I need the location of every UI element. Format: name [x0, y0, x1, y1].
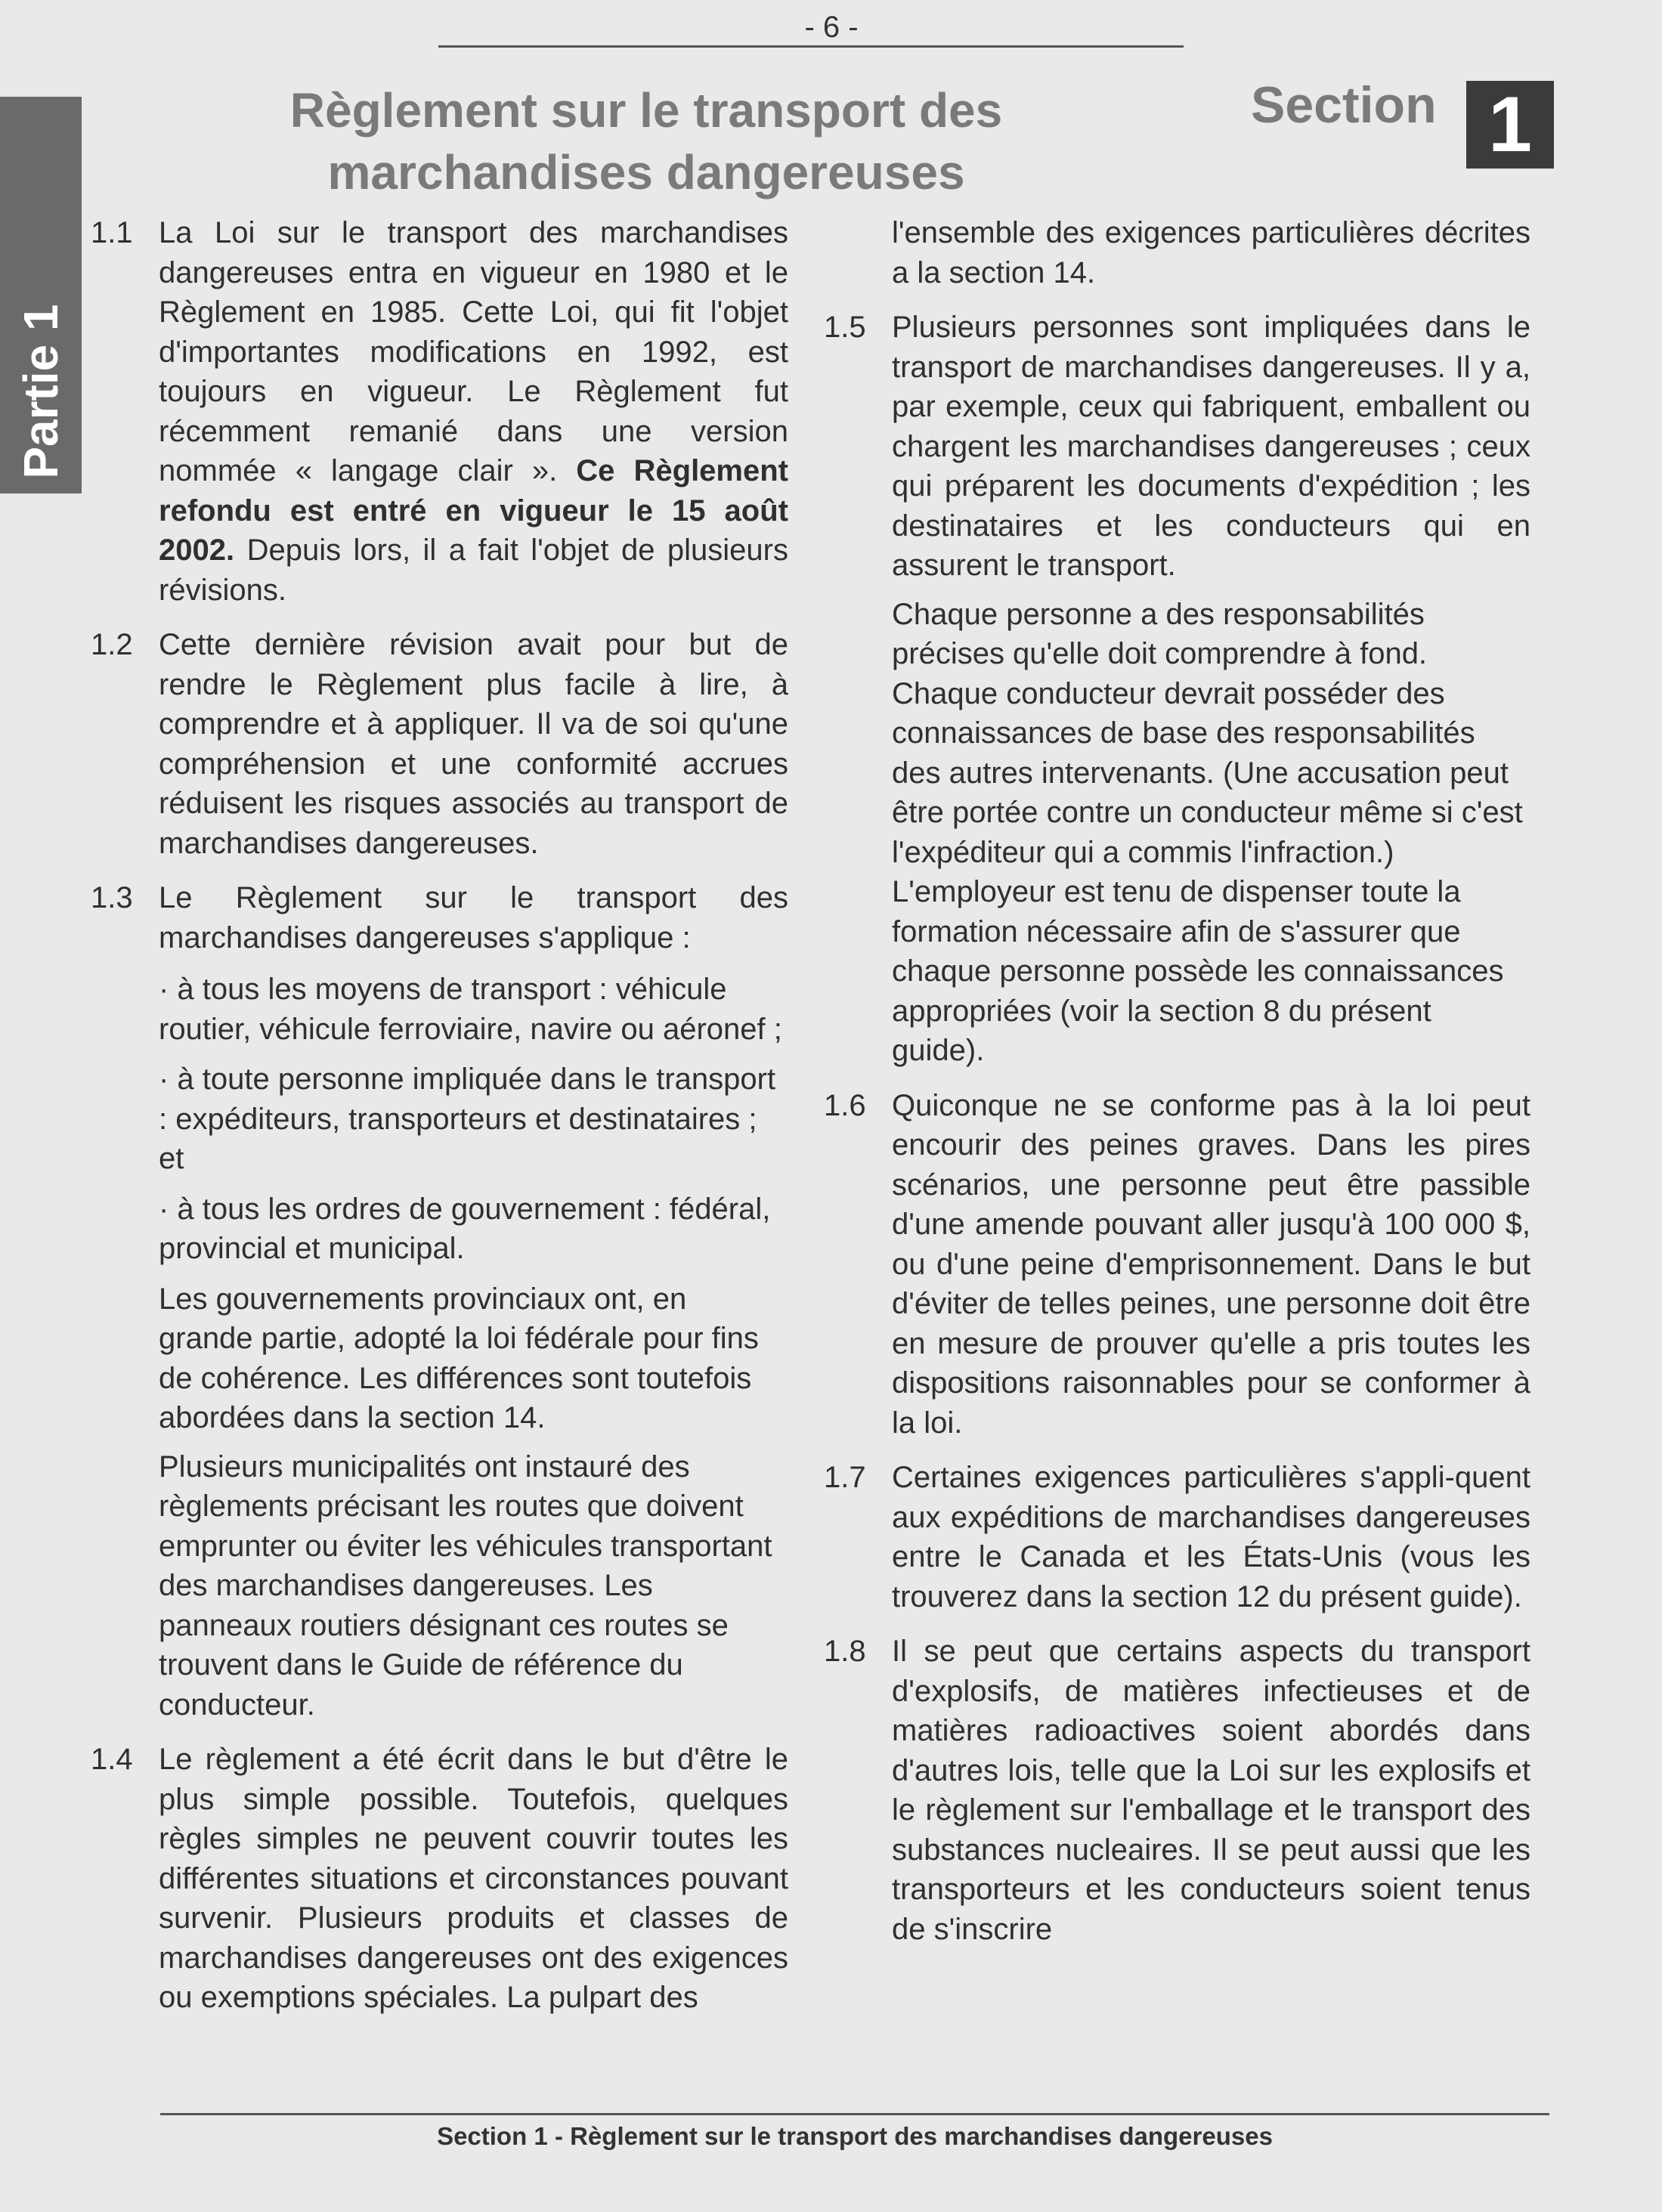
paragraph-text: Les gouvernements provinciaux ont, en grande partie, adopté la loi fédérale pour fins de cohérence. Les différences sont toutefois abordées dans la section 14. — [159, 1282, 759, 1434]
page-title-line2: marchandises dangereuses — [327, 145, 965, 200]
page-title-line1: Règlement sur le transport des — [289, 83, 1003, 138]
paragraph-number: 1.2 — [91, 628, 133, 661]
paragraph-text: Cette dernière révision avait pour but de rendre le Règlement plus facile à lire, à comprendre et à appliquer. Il va de soi qu'une compréhension et une conformité accrues réduisent les risques associés au transport de marchandises dangereuses. — [159, 628, 788, 860]
paragraph-bold-text: Ce Règlement refondu est entré en vigueur le 15 août 2002. — [159, 454, 788, 567]
paragraph-1-1 — [91, 213, 788, 610]
right-column — [824, 213, 1530, 1964]
paragraph-1-3 — [91, 878, 788, 958]
paragraph-1-4-continuation: l'ensemble des exigences particulières décrites a la section 14. — [892, 216, 1530, 289]
paragraph-text: La Loi sur le transport des marchandises dangereuses entra en vigueur en 1980 et le Règlement en 1985. Cette Loi, qui fit l'objet d'importantes modifications en 1992, est toujours en vigueur. Le Règlement fut récemment remanié dans une version nommée « langage clair ». — [159, 216, 788, 487]
paragraph-1-2 — [91, 625, 788, 863]
paragraph-text: Depuis lors, il a fait l'objet de plusieurs révisions. — [159, 534, 788, 607]
page-footer: Section 1 - Règlement sur le transport des marchandises dangereuses — [437, 2122, 1273, 2150]
paragraph-number: 1.3 — [91, 881, 133, 914]
bottom-rule — [160, 2113, 1549, 2115]
bullet-item: · à tous les ordres de gouvernement : fédéral, provincial et municipal. — [159, 1192, 771, 1265]
page-number: - 6 - — [804, 11, 859, 44]
paragraph-1-8 — [824, 1632, 1530, 1949]
paragraph-number: 1.8 — [824, 1635, 866, 1668]
paragraph-number: 1.7 — [824, 1461, 866, 1494]
paragraph-text: Chaque personne a des responsabilités précises qu'elle doit comprendre à fond. Chaque conducteur devrait posséder des connaissances de base des responsabilités des autres intervenants. (Une accusation peut être portée contre un conducteur même si c'est l'expéditeur qui a commis l'infraction.) L'employeur est tenu de dispenser toute la formation nécessaire afin de s'assurer que chaque personne possède les connaissances appropriées (voir la section 8 du présent guide). — [892, 597, 1523, 1067]
top-rule — [438, 45, 1184, 48]
bullet-item: · à toute personne impliquée dans le transport : expéditeurs, transporteurs et destinataires ; et — [159, 1063, 776, 1175]
paragraph-text: Le Règlement sur le transport des marchandises dangereuses s'applique : — [159, 881, 788, 954]
paragraph-text: Certaines exigences particulières s'appli-quent aux expéditions de marchandises dangereuses entre le Canada et les États-Unis (vous les trouverez dans la section 12 du présent guide). — [892, 1461, 1530, 1613]
paragraph-text: Plusieurs municipalités ont instauré des règlements précisant les routes que doivent emprunter ou éviter les véhicules transportant des marchandises dangereuses. Les panneaux routiers désignant ces routes se trouvent dans le Guide de référence du conducteur. — [159, 1449, 772, 1722]
paragraph-text: Le règlement a été écrit dans le but d'être le plus simple possible. Toutefois, quelques règles simples ne peuvent couvrir toutes les différentes situations et circonstances pouvant survenir. Plusieurs produits et classes de marchandises dangereuses ont des exigences ou exemptions spéciales. La pulpart des — [159, 1743, 788, 2014]
side-tab — [0, 97, 82, 493]
paragraph-text: Il se peut que certains aspects du transport d'explosifs, de matières infectieuses et de matières radioactives soient abordés dans d'autres lois, telle que la Loi sur les explosifs et le règlement sur l'emballage et le transport des substances nucleaires. Il se peut aussi que les transporteurs et les conducteurs soient tenus de s'inscrire — [892, 1635, 1530, 1946]
left-column — [91, 213, 788, 2033]
paragraph-1-7 — [824, 1458, 1530, 1616]
paragraph-1-6 — [824, 1086, 1530, 1443]
paragraph-number: 1.1 — [91, 216, 133, 249]
paragraph-number: 1.4 — [91, 1743, 133, 1776]
paragraph-number: 1.6 — [824, 1088, 866, 1122]
bullet-item: · à tous les moyens de transport : véhicule routier, véhicule ferroviaire, navire ou aéronef ; — [159, 973, 782, 1046]
paragraph-text: Quiconque ne se conforme pas à la loi peut encourir des peines graves. Dans les pires scénarios, une personne peut être passible d'une amende pouvant aller jusqu'à 100 000 $, ou d'une peine d'emprisonnement. Dans le but d'éviter de telles peines, une personne doit être en mesure de prouver qu'elle a pris toutes les dispositions raisonnables pour se conformer à la loi. — [892, 1088, 1530, 1440]
section-label: Section — [1251, 76, 1437, 134]
paragraph-1-5 — [824, 308, 1530, 586]
paragraph-1-4 — [91, 1740, 788, 2018]
section-number-badge: 1 — [1466, 81, 1554, 169]
paragraph-text: Plusieurs personnes sont impliquées dans le transport de marchandises dangereuses. Il y a, par exemple, ceux qui fabriquent, emballent ou chargent les marchandises dangereuses ; ceux qui préparent les documents d'expédition ; les destinataires et les conducteurs qui en assurent le transport. — [892, 311, 1530, 582]
paragraph-number: 1.5 — [824, 311, 866, 344]
page-title — [249, 79, 1043, 203]
side-tab-label: Partie 1 — [14, 304, 68, 479]
